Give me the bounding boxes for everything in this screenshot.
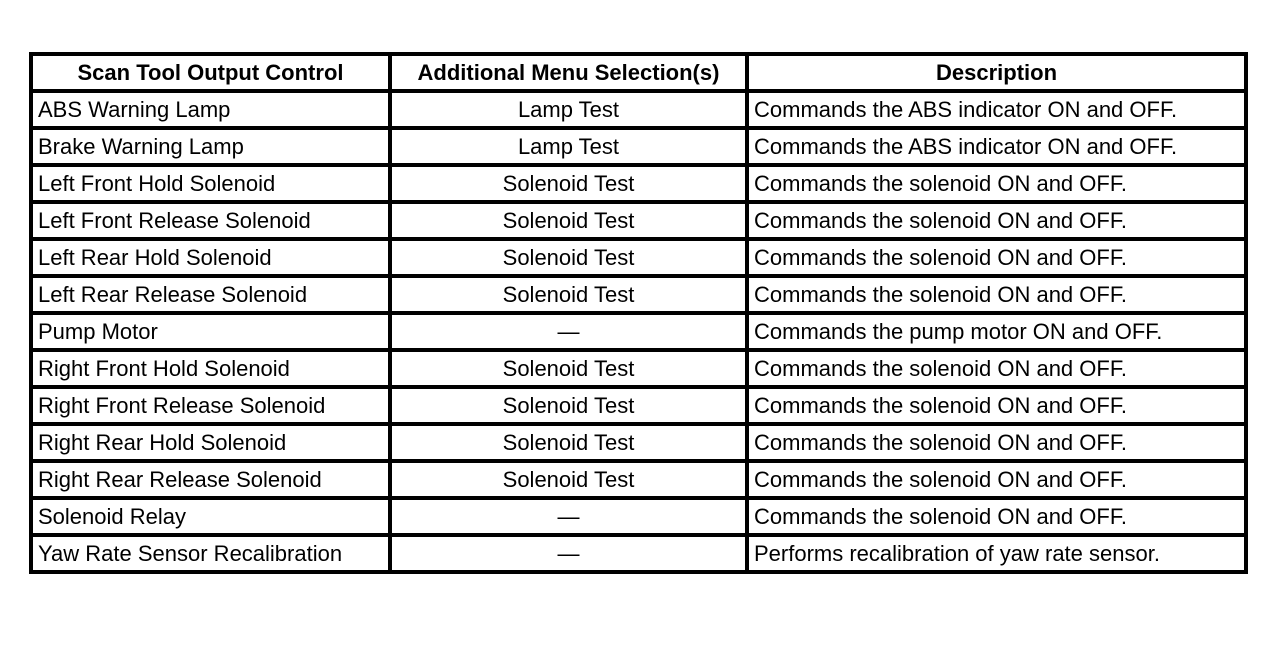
cell-description: Performs recalibration of yaw rate sensor. — [747, 535, 1246, 572]
cell-output-control: Pump Motor — [31, 313, 390, 350]
table-row — [31, 202, 1246, 239]
cell-menu-selection: Lamp Test — [390, 128, 747, 165]
cell-output-control: Left Rear Hold Solenoid — [31, 239, 390, 276]
cell-description: Commands the pump motor ON and OFF. — [747, 313, 1246, 350]
cell-output-control: Right Front Release Solenoid — [31, 387, 390, 424]
table-body — [31, 91, 1246, 572]
table-row — [31, 313, 1246, 350]
cell-menu-selection: Solenoid Test — [390, 276, 747, 313]
header-scan-tool-output-control: Scan Tool Output Control — [31, 54, 390, 91]
cell-description: Commands the solenoid ON and OFF. — [747, 424, 1246, 461]
cell-output-control: ABS Warning Lamp — [31, 91, 390, 128]
cell-menu-selection: Lamp Test — [390, 91, 747, 128]
cell-menu-selection: Solenoid Test — [390, 239, 747, 276]
cell-description: Commands the solenoid ON and OFF. — [747, 276, 1246, 313]
cell-output-control: Left Rear Release Solenoid — [31, 276, 390, 313]
output-control-table — [29, 52, 1248, 574]
table-row — [31, 387, 1246, 424]
table-row — [31, 461, 1246, 498]
table-row — [31, 350, 1246, 387]
cell-description: Commands the solenoid ON and OFF. — [747, 239, 1246, 276]
cell-menu-selection: Solenoid Test — [390, 350, 747, 387]
cell-menu-selection: Solenoid Test — [390, 165, 747, 202]
cell-menu-selection: Solenoid Test — [390, 387, 747, 424]
table-row — [31, 276, 1246, 313]
table-row — [31, 239, 1246, 276]
cell-menu-selection: — — [390, 313, 747, 350]
cell-menu-selection: Solenoid Test — [390, 202, 747, 239]
table-row — [31, 498, 1246, 535]
cell-description: Commands the solenoid ON and OFF. — [747, 498, 1246, 535]
table-row — [31, 91, 1246, 128]
cell-output-control: Right Front Hold Solenoid — [31, 350, 390, 387]
table-row — [31, 128, 1246, 165]
cell-description: Commands the solenoid ON and OFF. — [747, 165, 1246, 202]
cell-menu-selection: — — [390, 498, 747, 535]
cell-description: Commands the ABS indicator ON and OFF. — [747, 128, 1246, 165]
table-row — [31, 424, 1246, 461]
cell-description: Commands the solenoid ON and OFF. — [747, 387, 1246, 424]
table-row — [31, 165, 1246, 202]
cell-output-control: Solenoid Relay — [31, 498, 390, 535]
cell-output-control: Left Front Release Solenoid — [31, 202, 390, 239]
cell-menu-selection: Solenoid Test — [390, 461, 747, 498]
cell-menu-selection: — — [390, 535, 747, 572]
cell-output-control: Right Rear Release Solenoid — [31, 461, 390, 498]
table-row — [31, 535, 1246, 572]
header-additional-menu-selections: Additional Menu Selection(s) — [390, 54, 747, 91]
cell-description: Commands the solenoid ON and OFF. — [747, 202, 1246, 239]
cell-menu-selection: Solenoid Test — [390, 424, 747, 461]
cell-output-control: Right Rear Hold Solenoid — [31, 424, 390, 461]
header-row — [31, 54, 1246, 91]
cell-output-control: Brake Warning Lamp — [31, 128, 390, 165]
cell-description: Commands the solenoid ON and OFF. — [747, 350, 1246, 387]
cell-output-control: Yaw Rate Sensor Recalibration — [31, 535, 390, 572]
header-description: Description — [747, 54, 1246, 91]
cell-description: Commands the ABS indicator ON and OFF. — [747, 91, 1246, 128]
cell-output-control: Left Front Hold Solenoid — [31, 165, 390, 202]
table-header — [31, 54, 1246, 91]
cell-description: Commands the solenoid ON and OFF. — [747, 461, 1246, 498]
